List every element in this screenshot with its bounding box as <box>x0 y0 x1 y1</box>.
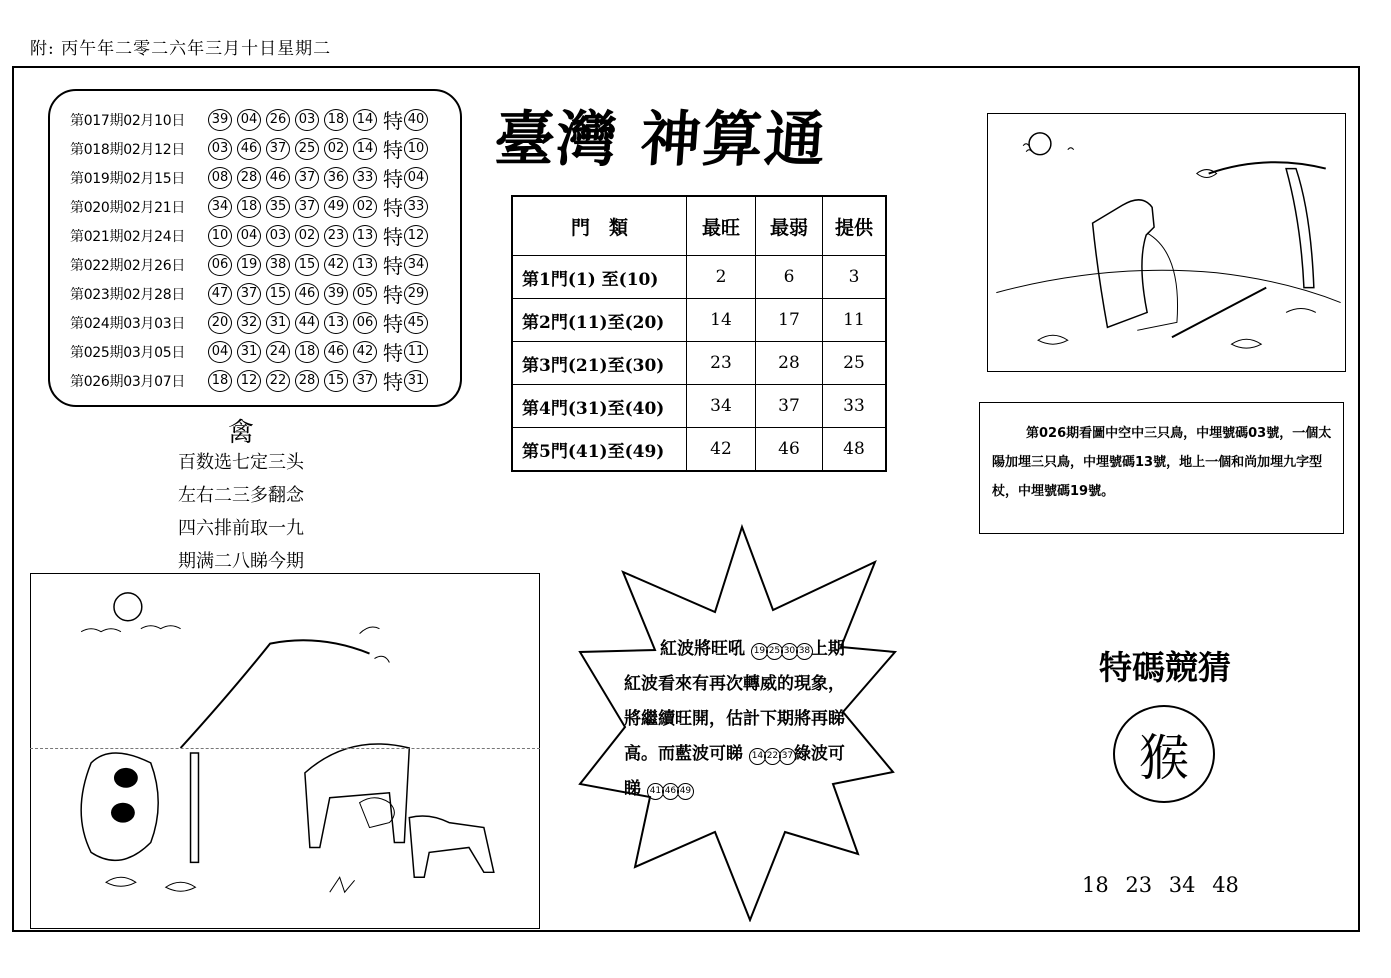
star-line2: 紅波看來有再次轉威的現象， <box>624 674 845 694</box>
special-label: 特 <box>383 109 403 133</box>
number-ball: 18 <box>237 196 261 218</box>
number-ball: 46 <box>324 341 348 363</box>
green-ball: 46 <box>662 783 679 800</box>
title-part-2: 神算通 <box>638 105 830 175</box>
special-ball: 31 <box>404 370 428 392</box>
number-ball: 44 <box>295 312 319 334</box>
special-ball: 10 <box>404 138 428 160</box>
special-numbers: 18 23 34 48 <box>1082 873 1239 897</box>
gate-name: 第3門(21)至(30) <box>512 342 687 385</box>
special-label: 特 <box>383 341 403 365</box>
draw-row <box>70 163 460 192</box>
number-ball: 25 <box>295 138 319 160</box>
star-line5-a: 睇 <box>624 779 641 799</box>
star-line4-b: 綠波可 <box>793 744 845 764</box>
number-ball: 37 <box>353 370 377 392</box>
gate-name: 第5門(41)至(49) <box>512 428 687 472</box>
gate-provide: 11 <box>823 299 887 342</box>
special-ball: 12 <box>404 225 428 247</box>
poem-line: 左右二三多翻念 <box>178 485 304 506</box>
number-ball: 18 <box>208 370 232 392</box>
number-ball: 10 <box>208 225 232 247</box>
star-line1-a: 紅波將旺吼 <box>660 639 745 659</box>
gate-max: 34 <box>687 385 756 428</box>
number-ball: 39 <box>208 109 232 131</box>
red-ball: 38 <box>796 643 813 660</box>
zodiac-circle <box>1113 705 1215 803</box>
gate-provide: 25 <box>823 342 887 385</box>
number-ball: 15 <box>266 283 290 305</box>
number-ball: 37 <box>295 167 319 189</box>
number-ball: 20 <box>208 312 232 334</box>
number-ball: 36 <box>324 167 348 189</box>
number-ball: 12 <box>237 370 261 392</box>
number-ball: 35 <box>266 196 290 218</box>
poem-title: 禽 <box>228 418 255 448</box>
star-text <box>624 632 886 807</box>
special-label: 特 <box>383 370 403 394</box>
gate-row <box>512 342 886 385</box>
special-ball: 04 <box>404 167 428 189</box>
draw-row <box>70 279 460 308</box>
draw-results-panel <box>48 89 462 407</box>
number-ball: 03 <box>266 225 290 247</box>
number-ball: 19 <box>237 254 261 276</box>
gate-provide: 33 <box>823 385 887 428</box>
gate-provide: 48 <box>823 428 887 472</box>
draw-label: 第021期02月24日 <box>70 228 186 245</box>
header-min: 最弱 <box>756 196 823 256</box>
number-ball: 46 <box>295 283 319 305</box>
gate-max: 2 <box>687 256 756 299</box>
gate-row <box>512 299 886 342</box>
number-ball: 02 <box>295 225 319 247</box>
divider <box>30 748 540 749</box>
draw-label: 第024期03月03日 <box>70 315 186 332</box>
number-ball: 37 <box>237 283 261 305</box>
header-gate: 門 類 <box>512 196 687 256</box>
number-ball: 32 <box>237 312 261 334</box>
number-ball: 49 <box>324 196 348 218</box>
number-ball: 14 <box>353 109 377 131</box>
number-ball: 02 <box>353 196 377 218</box>
gate-max: 42 <box>687 428 756 472</box>
number-ball: 34 <box>208 196 232 218</box>
number-ball: 02 <box>324 138 348 160</box>
number-ball: 28 <box>295 370 319 392</box>
landscape-illustration <box>30 573 540 929</box>
special-ball: 40 <box>404 109 428 131</box>
note-box: 第026期看圖中空中三只鳥，中埋號碼03號，一個太陽加埋三只鳥，中埋號碼13號，地上一個和尚加埋九字型杖，中埋號碼19號。 <box>979 402 1344 534</box>
special-label: 特 <box>383 196 403 220</box>
blue-ball: 22 <box>764 748 781 765</box>
number-ball: 31 <box>237 341 261 363</box>
gate-row <box>512 428 886 472</box>
draw-label: 第023期02月28日 <box>70 286 186 303</box>
number-ball: 15 <box>324 370 348 392</box>
number-ball: 13 <box>353 254 377 276</box>
number-ball: 39 <box>324 283 348 305</box>
special-ball: 29 <box>404 283 428 305</box>
number-ball: 04 <box>237 225 261 247</box>
gate-min: 6 <box>756 256 823 299</box>
red-ball: 25 <box>766 643 783 660</box>
special-label: 特 <box>383 167 403 191</box>
title-part-1: 臺灣 <box>492 105 622 175</box>
green-balls <box>647 779 692 799</box>
number-ball: 31 <box>266 312 290 334</box>
gate-min: 17 <box>756 299 823 342</box>
special-ball: 34 <box>404 254 428 276</box>
red-balls <box>751 639 811 659</box>
draw-row <box>70 366 460 395</box>
number-ball: 24 <box>266 341 290 363</box>
green-ball: 49 <box>677 783 694 800</box>
number-ball: 04 <box>237 109 261 131</box>
number-ball: 28 <box>237 167 261 189</box>
draw-label: 第017期02月10日 <box>70 112 186 129</box>
gate-name: 第1門(1) 至(10) <box>512 256 687 299</box>
special-ball: 45 <box>404 312 428 334</box>
gate-row <box>512 256 886 299</box>
draw-row <box>70 308 460 337</box>
gate-max: 14 <box>687 299 756 342</box>
special-label: 特 <box>383 225 403 249</box>
header-provide: 提供 <box>823 196 887 256</box>
blue-ball: 14 <box>749 748 766 765</box>
blue-balls <box>749 744 794 764</box>
draw-label: 第019期02月15日 <box>70 170 186 187</box>
special-label: 特 <box>383 312 403 336</box>
poem <box>178 446 304 578</box>
date-line: 附: 丙午年二零二六年三月十日星期二 <box>30 39 332 59</box>
poem-line: 四六排前取一九 <box>178 518 304 539</box>
number-ball: 13 <box>353 225 377 247</box>
gate-min: 28 <box>756 342 823 385</box>
draw-label: 第018期02月12日 <box>70 141 186 158</box>
gate-min: 46 <box>756 428 823 472</box>
draw-row <box>70 192 460 221</box>
zodiac-text: 猴 <box>1139 729 1189 787</box>
red-ball: 30 <box>781 643 798 660</box>
star-line4-a: 高。而藍波可睇 <box>624 744 743 764</box>
draw-row <box>70 250 460 279</box>
gate-row <box>512 385 886 428</box>
special-guess-title: 特碼競猜 <box>1099 648 1231 687</box>
number-ball: 14 <box>353 138 377 160</box>
number-ball: 18 <box>324 109 348 131</box>
number-ball: 06 <box>208 254 232 276</box>
special-label: 特 <box>383 283 403 307</box>
gate-max: 23 <box>687 342 756 385</box>
red-ball: 19 <box>751 643 768 660</box>
number-ball: 38 <box>266 254 290 276</box>
monk-illustration <box>987 113 1346 372</box>
main-title <box>492 92 830 178</box>
star-line3: 將繼續旺開，估計下期將再睇 <box>624 709 845 729</box>
draw-label: 第022期02月26日 <box>70 257 186 274</box>
gate-provide: 3 <box>823 256 887 299</box>
number-ball: 47 <box>208 283 232 305</box>
number-ball: 06 <box>353 312 377 334</box>
draw-row <box>70 105 460 134</box>
number-ball: 03 <box>295 109 319 131</box>
number-ball: 08 <box>208 167 232 189</box>
draw-label: 第020期02月21日 <box>70 199 186 216</box>
header-max: 最旺 <box>687 196 756 256</box>
landscape-drawing <box>31 574 539 928</box>
special-ball: 11 <box>404 341 428 363</box>
number-ball: 46 <box>266 167 290 189</box>
poem-line: 百数选七定三头 <box>178 452 304 473</box>
number-ball: 03 <box>208 138 232 160</box>
special-ball: 33 <box>404 196 428 218</box>
number-ball: 18 <box>295 341 319 363</box>
star-line1-b: 上期 <box>810 639 845 659</box>
monk-drawing <box>988 114 1345 371</box>
number-ball: 33 <box>353 167 377 189</box>
special-label: 特 <box>383 138 403 162</box>
draw-label: 第026期03月07日 <box>70 373 186 390</box>
green-ball: 41 <box>647 783 664 800</box>
number-ball: 15 <box>295 254 319 276</box>
draw-label: 第025期03月05日 <box>70 344 186 361</box>
gate-name: 第4門(31)至(40) <box>512 385 687 428</box>
draw-row <box>70 134 460 163</box>
number-ball: 05 <box>353 283 377 305</box>
number-ball: 26 <box>266 109 290 131</box>
number-ball: 23 <box>324 225 348 247</box>
draw-row <box>70 337 460 366</box>
draw-row <box>70 221 460 250</box>
poem-line: 期满二八睇今期 <box>178 551 304 572</box>
number-ball: 22 <box>266 370 290 392</box>
gates-table <box>511 195 887 472</box>
blue-ball: 37 <box>779 748 796 765</box>
gate-min: 37 <box>756 385 823 428</box>
number-ball: 42 <box>353 341 377 363</box>
gates-header-row <box>512 196 886 256</box>
number-ball: 37 <box>266 138 290 160</box>
special-label: 特 <box>383 254 403 278</box>
number-ball: 42 <box>324 254 348 276</box>
number-ball: 46 <box>237 138 261 160</box>
gate-name: 第2門(11)至(20) <box>512 299 687 342</box>
number-ball: 04 <box>208 341 232 363</box>
number-ball: 37 <box>295 196 319 218</box>
number-ball: 13 <box>324 312 348 334</box>
